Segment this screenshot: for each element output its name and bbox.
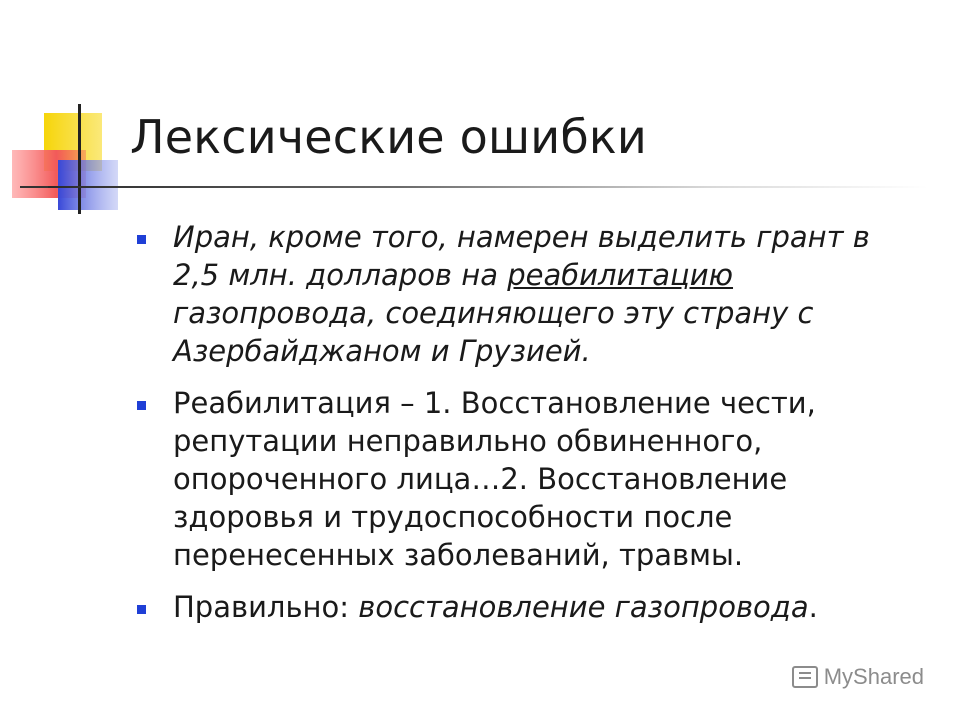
square-bullet-icon — [137, 401, 146, 410]
example-text-part-1: Иран, кроме того, намерен выделить грант в 2,5 млн. долларов на — [173, 220, 870, 292]
blue-square — [58, 160, 118, 210]
decorative-squares — [0, 0, 140, 230]
bullet-item-definition — [135, 384, 915, 574]
correction-phrase: восстановление газопровода — [358, 590, 809, 624]
square-bullet-icon — [137, 235, 146, 244]
bullet-list — [135, 218, 915, 640]
correction-period: . — [808, 590, 818, 624]
presentation-board-icon — [792, 666, 818, 688]
title-divider — [48, 186, 928, 188]
watermark — [792, 664, 924, 690]
example-error-word: реабилитацию — [507, 258, 734, 292]
bullet-item-correction — [135, 588, 915, 626]
example-text-part-2: газопровода, соединяющего эту страну с Азербайджаном и Грузией. — [173, 296, 814, 368]
correction-label: Правильно: — [173, 590, 359, 624]
square-bullet-icon — [137, 605, 146, 614]
definition-text: Реабилитация – 1. Восстановление чести, репутации неправильно обвиненного, опороченного лица…2. Восстановление здоровья и трудоспособности после перенесенных заболеваний, травмы. — [173, 386, 816, 572]
slide-title: Лексические ошибки — [130, 110, 648, 164]
watermark-text: MyShared — [823, 664, 924, 689]
bullet-item-example — [135, 218, 915, 370]
